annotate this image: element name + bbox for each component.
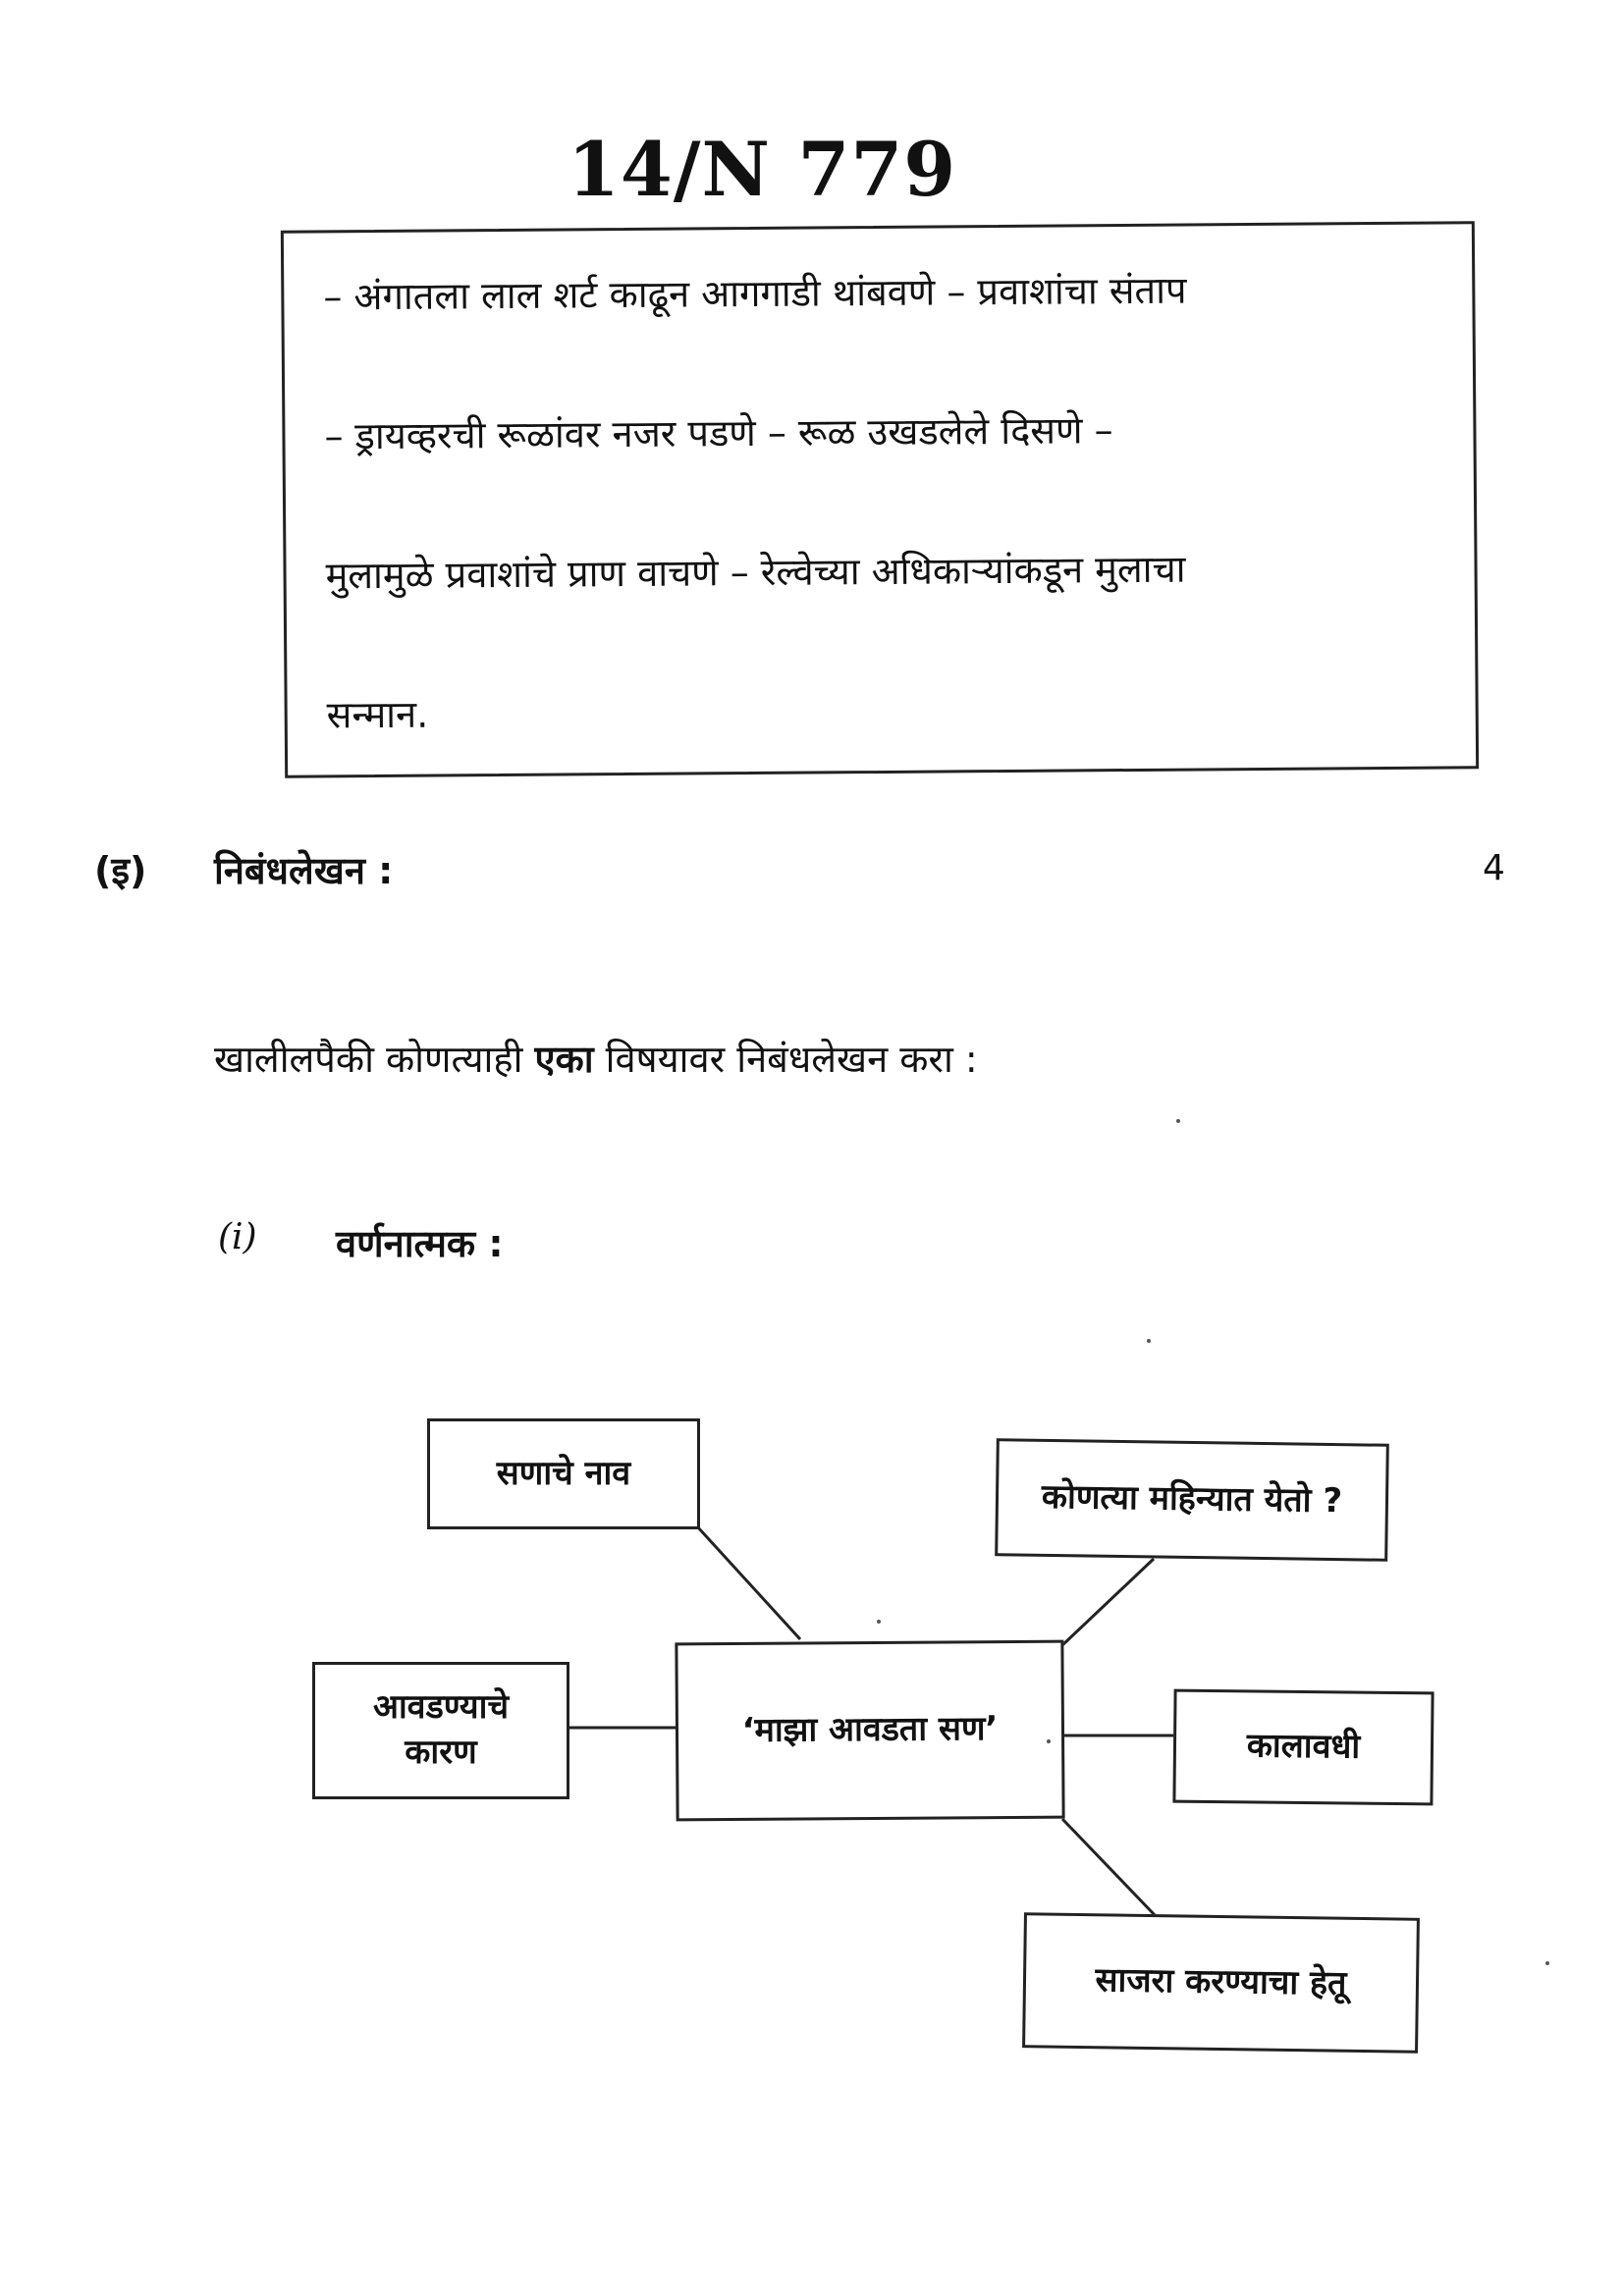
instruction-start: खालीलपैकी कोणत्याही — [214, 1038, 523, 1081]
subsection-number: (i) — [218, 1217, 257, 1257]
node-reason-line-2: कारण — [405, 1733, 477, 1772]
node-festival-name — [427, 1418, 700, 1529]
story-line-3: मुलामुळे प्रवाशांचे प्राण वाचणे – रेल्वेच्या अधिकाऱ्यांकडून मुलाचा — [325, 547, 1186, 598]
question-marks: 4 — [1483, 848, 1505, 888]
scan-speck — [1176, 1119, 1180, 1123]
scan-speck — [1545, 1961, 1549, 1965]
story-line-1: – अंगातला लाल शर्ट काढून आगगाडी थांबवणे – प्रवाशांचा संताप — [323, 268, 1187, 319]
node-center-topic — [675, 1640, 1064, 1822]
instruction-end: विषयावर निबंधलेखन करा : — [605, 1038, 978, 1081]
subsection-title: वर्णनात्मक : — [336, 1222, 504, 1265]
question-number: (इ) — [94, 849, 147, 892]
scan-speck — [1047, 1739, 1051, 1743]
node-center-label: ‘माझा आवडता सण’ — [741, 1709, 999, 1750]
node-which-month — [995, 1438, 1389, 1562]
node-duration — [1172, 1689, 1434, 1806]
connector-festival-name — [697, 1526, 800, 1639]
story-line-4: सन्मान. — [326, 692, 429, 737]
question-title: निबंधलेखन : — [214, 849, 394, 892]
story-line-2: – ड्रायव्हरची रूळांवर नजर पडणे – रूळ उखडलेले दिसणे – — [324, 408, 1113, 458]
connector-purpose — [1062, 1819, 1157, 1917]
node-purpose-label: साजरा करण्याचा हेतू — [1095, 1960, 1347, 2003]
paper-code: 14/N 779 — [568, 126, 957, 213]
connector-which-month — [1062, 1559, 1154, 1645]
node-festival-name-label: सणाचे नाव — [496, 1453, 631, 1493]
scan-speck — [877, 1620, 881, 1624]
node-duration-label: कालावधी — [1246, 1726, 1361, 1767]
node-reason-line-1: आवडण्याचे — [372, 1687, 510, 1728]
instruction-emphasis: एका — [534, 1038, 594, 1081]
node-reason — [312, 1662, 569, 1799]
node-reason-text — [373, 1685, 509, 1776]
scan-speck — [1147, 1339, 1151, 1343]
node-which-month-label: कोणत्या महिन्यात येतो ? — [1041, 1476, 1343, 1522]
node-purpose — [1022, 1912, 1420, 2054]
